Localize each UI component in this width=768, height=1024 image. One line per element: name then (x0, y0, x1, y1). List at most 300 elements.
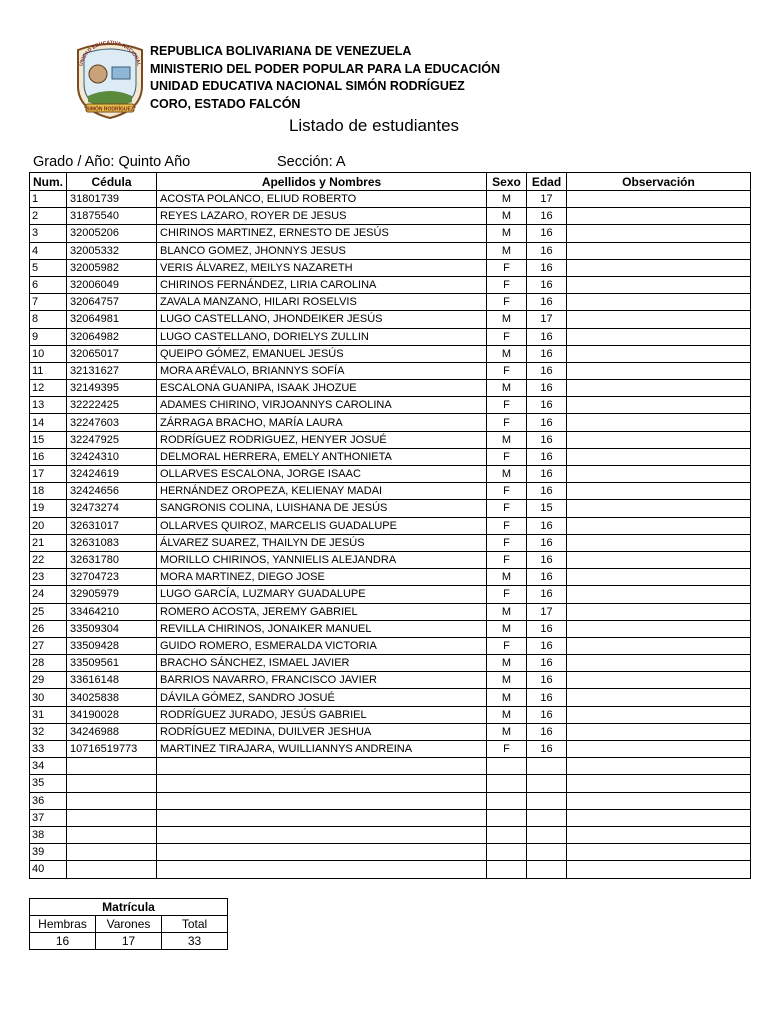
matricula-header-row (30, 916, 228, 933)
table-row (30, 483, 751, 500)
cell-cedula: 32424310 (67, 448, 157, 465)
cell-nombre: LUGO CASTELLANO, DORIELYS ZULLIN (157, 328, 487, 345)
cell-num: 28 (30, 655, 67, 672)
cell-num: 14 (30, 414, 67, 431)
cell-cedula: 32247603 (67, 414, 157, 431)
cell-nombre: GUIDO ROMERO, ESMERALDA VICTORIA (157, 637, 487, 654)
table-row (30, 723, 751, 740)
cell-nombre: LUGO GARCÍA, LUZMARY GUADALUPE (157, 586, 487, 603)
cell-observacion (567, 758, 751, 775)
table-row (30, 242, 751, 259)
cell-cedula: 32149395 (67, 380, 157, 397)
cell-num: 16 (30, 448, 67, 465)
cell-nombre: RODRÍGUEZ RODRIGUEZ, HENYER JOSUÉ (157, 431, 487, 448)
cell-nombre: ÁLVAREZ SUAREZ, THAILYN DE JESÚS (157, 534, 487, 551)
cell-num: 39 (30, 844, 67, 861)
matricula-total-label: Total (162, 916, 228, 933)
cell-cedula (67, 826, 157, 843)
cell-observacion (567, 603, 751, 620)
cell-sexo: F (487, 362, 527, 379)
cell-edad: 16 (527, 483, 567, 500)
cell-edad: 16 (527, 689, 567, 706)
cell-observacion (567, 672, 751, 689)
table-row (30, 276, 751, 293)
cell-observacion (567, 328, 751, 345)
cell-sexo: M (487, 569, 527, 586)
cell-nombre: ZAVALA MANZANO, HILARI ROSELVIS (157, 294, 487, 311)
cell-observacion (567, 191, 751, 208)
cell-edad: 16 (527, 551, 567, 568)
matricula-total-value: 33 (162, 933, 228, 950)
cell-sexo: F (487, 517, 527, 534)
cell-sexo: M (487, 431, 527, 448)
cell-cedula: 34025838 (67, 689, 157, 706)
table-row (30, 620, 751, 637)
cell-sexo: F (487, 294, 527, 311)
cell-num: 36 (30, 792, 67, 809)
cell-nombre: MORA MARTINEZ, DIEGO JOSE (157, 569, 487, 586)
cell-sexo: F (487, 500, 527, 517)
cell-observacion (567, 517, 751, 534)
cell-observacion (567, 826, 751, 843)
cell-sexo: M (487, 689, 527, 706)
table-row (30, 569, 751, 586)
table-row (30, 775, 751, 792)
matricula-caption: Matrícula (30, 899, 228, 916)
cell-cedula: 32905979 (67, 586, 157, 603)
cell-observacion (567, 431, 751, 448)
cell-num: 15 (30, 431, 67, 448)
table-row (30, 534, 751, 551)
cell-sexo: M (487, 655, 527, 672)
cell-cedula: 10716519773 (67, 741, 157, 758)
cell-cedula: 32222425 (67, 397, 157, 414)
cell-edad: 16 (527, 466, 567, 483)
cell-edad: 16 (527, 328, 567, 345)
col-header-sexo: Sexo (487, 173, 527, 191)
cell-sexo: M (487, 620, 527, 637)
cell-observacion (567, 741, 751, 758)
header-line-republic: REPUBLICA BOLIVARIANA DE VENEZUELA (150, 44, 412, 58)
cell-cedula: 32065017 (67, 345, 157, 362)
cell-sexo (487, 861, 527, 878)
cell-nombre: OLLARVES QUIROZ, MARCELIS GUADALUPE (157, 517, 487, 534)
cell-sexo: F (487, 483, 527, 500)
col-header-nombres: Apellidos y Nombres (157, 173, 487, 191)
cell-sexo: M (487, 345, 527, 362)
table-row (30, 741, 751, 758)
svg-text:"SIMÓN RODRÍGUEZ": "SIMÓN RODRÍGUEZ" (83, 106, 137, 113)
cell-observacion (567, 809, 751, 826)
cell-num: 24 (30, 586, 67, 603)
cell-observacion (567, 225, 751, 242)
cell-edad: 16 (527, 208, 567, 225)
table-header-row (30, 173, 751, 191)
cell-observacion (567, 792, 751, 809)
table-row (30, 706, 751, 723)
cell-observacion (567, 276, 751, 293)
cell-cedula: 32631780 (67, 551, 157, 568)
cell-sexo: F (487, 586, 527, 603)
cell-observacion (567, 380, 751, 397)
table-row (30, 844, 751, 861)
cell-cedula: 32064981 (67, 311, 157, 328)
cell-sexo: F (487, 637, 527, 654)
cell-cedula: 32424656 (67, 483, 157, 500)
cell-num: 6 (30, 276, 67, 293)
cell-nombre: DELMORAL HERRERA, EMELY ANTHONIETA (157, 448, 487, 465)
roster-body (30, 191, 751, 879)
cell-nombre: MARTINEZ TIRAJARA, WUILLIANNYS ANDREINA (157, 741, 487, 758)
cell-nombre: SANGRONIS COLINA, LUISHANA DE JESÚS (157, 500, 487, 517)
matricula-summary-table (29, 898, 228, 950)
cell-nombre: MORILLO CHIRINOS, YANNIELIS ALEJANDRA (157, 551, 487, 568)
cell-sexo (487, 826, 527, 843)
cell-edad: 16 (527, 431, 567, 448)
cell-nombre: DÁVILA GÓMEZ, SANDRO JOSUÉ (157, 689, 487, 706)
cell-cedula: 32006049 (67, 276, 157, 293)
cell-num: 2 (30, 208, 67, 225)
cell-edad: 16 (527, 723, 567, 740)
table-row (30, 655, 751, 672)
cell-observacion (567, 448, 751, 465)
cell-observacion (567, 861, 751, 878)
cell-cedula: 31801739 (67, 191, 157, 208)
cell-edad: 16 (527, 534, 567, 551)
matricula-values-row (30, 933, 228, 950)
cell-edad: 15 (527, 500, 567, 517)
cell-num: 33 (30, 741, 67, 758)
cell-nombre (157, 826, 487, 843)
cell-nombre (157, 844, 487, 861)
cell-num: 11 (30, 362, 67, 379)
cell-cedula: 32473274 (67, 500, 157, 517)
cell-nombre: RODRÍGUEZ MEDINA, DUILVER JESHUA (157, 723, 487, 740)
table-row (30, 792, 751, 809)
table-row (30, 380, 751, 397)
cell-nombre: ADAMES CHIRINO, VIRJOANNYS CAROLINA (157, 397, 487, 414)
table-row (30, 448, 751, 465)
cell-cedula: 32247925 (67, 431, 157, 448)
cell-cedula: 32131627 (67, 362, 157, 379)
cell-num: 27 (30, 637, 67, 654)
cell-nombre (157, 861, 487, 878)
cell-sexo (487, 792, 527, 809)
cell-cedula: 33509304 (67, 620, 157, 637)
cell-cedula: 33509561 (67, 655, 157, 672)
svg-text:UNIDAD EDUCATIVA NACIONAL: UNIDAD EDUCATIVA NACIONAL (78, 40, 142, 67)
table-row (30, 637, 751, 654)
cell-edad: 16 (527, 414, 567, 431)
cell-edad (527, 861, 567, 878)
cell-edad: 17 (527, 311, 567, 328)
cell-sexo: M (487, 242, 527, 259)
cell-observacion (567, 311, 751, 328)
cell-observacion (567, 706, 751, 723)
table-row (30, 414, 751, 431)
cell-sexo: M (487, 225, 527, 242)
cell-observacion (567, 345, 751, 362)
cell-nombre: LUGO CASTELLANO, JHONDEIKER JESÚS (157, 311, 487, 328)
cell-edad: 16 (527, 706, 567, 723)
cell-cedula (67, 844, 157, 861)
cell-cedula: 32631017 (67, 517, 157, 534)
cell-edad: 16 (527, 569, 567, 586)
cell-num: 3 (30, 225, 67, 242)
seccion-label: Sección: A (277, 154, 346, 170)
table-row (30, 809, 751, 826)
cell-nombre: ZÁRRAGA BRACHO, MARÍA LAURA (157, 414, 487, 431)
col-header-num: Num. (30, 173, 67, 191)
cell-cedula: 32064982 (67, 328, 157, 345)
cell-sexo: M (487, 706, 527, 723)
cell-observacion (567, 362, 751, 379)
grado-label: Grado / Año: Quinto Año (33, 154, 191, 170)
cell-sexo: F (487, 741, 527, 758)
cell-cedula (67, 758, 157, 775)
cell-nombre: REVILLA CHIRINOS, JONAIKER MANUEL (157, 620, 487, 637)
table-row (30, 586, 751, 603)
table-row (30, 225, 751, 242)
cell-edad: 16 (527, 517, 567, 534)
cell-edad: 16 (527, 655, 567, 672)
cell-sexo: F (487, 276, 527, 293)
cell-num: 25 (30, 603, 67, 620)
cell-num: 13 (30, 397, 67, 414)
table-row (30, 431, 751, 448)
cell-sexo: M (487, 723, 527, 740)
cell-cedula: 32005982 (67, 259, 157, 276)
page-title (0, 116, 748, 136)
cell-nombre: REYES LAZARO, ROYER DE JESUS (157, 208, 487, 225)
col-header-observacion: Observación (567, 173, 751, 191)
cell-num: 1 (30, 191, 67, 208)
cell-observacion (567, 397, 751, 414)
cell-observacion (567, 620, 751, 637)
cell-edad: 17 (527, 603, 567, 620)
table-row (30, 826, 751, 843)
table-row (30, 208, 751, 225)
cell-nombre: HERNÁNDEZ OROPEZA, KELIENAY MADAI (157, 483, 487, 500)
table-row (30, 259, 751, 276)
cell-edad: 16 (527, 397, 567, 414)
cell-num: 19 (30, 500, 67, 517)
cell-cedula: 32424619 (67, 466, 157, 483)
table-row (30, 500, 751, 517)
cell-nombre: MORA ARÉVALO, BRIANNYS SOFÍA (157, 362, 487, 379)
cell-cedula: 33509428 (67, 637, 157, 654)
page-title-text: Listado de estudiantes (288, 116, 460, 135)
cell-observacion (567, 551, 751, 568)
cell-nombre: QUEIPO GÓMEZ, EMANUEL JESÚS (157, 345, 487, 362)
cell-sexo: M (487, 191, 527, 208)
cell-observacion (567, 569, 751, 586)
cell-num: 21 (30, 534, 67, 551)
cell-observacion (567, 637, 751, 654)
cell-edad: 16 (527, 276, 567, 293)
table-row (30, 603, 751, 620)
cell-sexo: M (487, 380, 527, 397)
cell-sexo: F (487, 551, 527, 568)
cell-num: 9 (30, 328, 67, 345)
matricula-hembras-value: 16 (30, 933, 96, 950)
cell-num: 8 (30, 311, 67, 328)
cell-num: 18 (30, 483, 67, 500)
table-row (30, 758, 751, 775)
table-row (30, 466, 751, 483)
cell-num: 30 (30, 689, 67, 706)
table-row (30, 345, 751, 362)
cell-sexo: M (487, 311, 527, 328)
institution-header (150, 43, 500, 113)
cell-observacion (567, 500, 751, 517)
cell-sexo: F (487, 534, 527, 551)
cell-edad: 16 (527, 448, 567, 465)
table-row (30, 328, 751, 345)
cell-observacion (567, 655, 751, 672)
cell-observacion (567, 259, 751, 276)
cell-edad (527, 844, 567, 861)
student-roster-table (29, 172, 751, 879)
cell-cedula (67, 861, 157, 878)
cell-observacion (567, 483, 751, 500)
cell-cedula: 34190028 (67, 706, 157, 723)
cell-edad: 16 (527, 672, 567, 689)
cell-num: 34 (30, 758, 67, 775)
cell-edad (527, 775, 567, 792)
cell-sexo: M (487, 208, 527, 225)
cell-num: 40 (30, 861, 67, 878)
cell-edad: 16 (527, 242, 567, 259)
cell-edad: 16 (527, 294, 567, 311)
cell-edad (527, 809, 567, 826)
cell-num: 10 (30, 345, 67, 362)
cell-edad: 16 (527, 259, 567, 276)
cell-num: 12 (30, 380, 67, 397)
cell-edad: 16 (527, 741, 567, 758)
matricula-varones-label: Varones (96, 916, 162, 933)
cell-nombre: VERIS ÁLVAREZ, MEILYS NAZARETH (157, 259, 487, 276)
cell-edad: 16 (527, 620, 567, 637)
matricula-hembras-label: Hembras (30, 916, 96, 933)
cell-num: 17 (30, 466, 67, 483)
matricula-caption-row (30, 899, 228, 916)
cell-observacion (567, 534, 751, 551)
cell-cedula: 33464210 (67, 603, 157, 620)
table-row (30, 362, 751, 379)
table-row (30, 689, 751, 706)
cell-num: 31 (30, 706, 67, 723)
cell-edad: 17 (527, 191, 567, 208)
cell-edad: 16 (527, 225, 567, 242)
cell-edad (527, 826, 567, 843)
cell-num: 22 (30, 551, 67, 568)
header-line-ministry: MINISTERIO DEL PODER POPULAR PARA LA EDUCACIÓN (150, 61, 501, 76)
table-row (30, 397, 751, 414)
cell-nombre: BARRIOS NAVARRO, FRANCISCO JAVIER (157, 672, 487, 689)
cell-sexo (487, 758, 527, 775)
col-header-edad: Edad (527, 173, 567, 191)
cell-cedula (67, 809, 157, 826)
cell-nombre: BRACHO SÁNCHEZ, ISMAEL JAVIER (157, 655, 487, 672)
table-row (30, 517, 751, 534)
cell-nombre: OLLARVES ESCALONA, JORGE ISAAC (157, 466, 487, 483)
cell-cedula: 34246988 (67, 723, 157, 740)
cell-num: 38 (30, 826, 67, 843)
cell-num: 20 (30, 517, 67, 534)
cell-num: 23 (30, 569, 67, 586)
cell-observacion (567, 208, 751, 225)
cell-nombre: ACOSTA POLANCO, ELIUD ROBERTO (157, 191, 487, 208)
cell-edad: 16 (527, 345, 567, 362)
cell-edad: 16 (527, 362, 567, 379)
table-row (30, 311, 751, 328)
cell-nombre: ESCALONA GUANIPA, ISAAK JHOZUE (157, 380, 487, 397)
cell-num: 32 (30, 723, 67, 740)
cell-cedula: 32005332 (67, 242, 157, 259)
cell-edad: 16 (527, 586, 567, 603)
cell-nombre (157, 775, 487, 792)
cell-num: 37 (30, 809, 67, 826)
cell-edad: 16 (527, 637, 567, 654)
cell-edad (527, 792, 567, 809)
school-crest-icon (72, 40, 148, 120)
cell-nombre: BLANCO GOMEZ, JHONNYS JESUS (157, 242, 487, 259)
cell-cedula: 32704723 (67, 569, 157, 586)
cell-num: 7 (30, 294, 67, 311)
cell-num: 26 (30, 620, 67, 637)
table-row (30, 191, 751, 208)
cell-num: 29 (30, 672, 67, 689)
col-header-cedula: Cédula (67, 173, 157, 191)
cell-nombre (157, 809, 487, 826)
cell-cedula: 32005206 (67, 225, 157, 242)
matricula-varones-value: 17 (96, 933, 162, 950)
cell-sexo: F (487, 397, 527, 414)
cell-observacion (567, 414, 751, 431)
cell-observacion (567, 723, 751, 740)
cell-sexo (487, 844, 527, 861)
cell-cedula: 33616148 (67, 672, 157, 689)
cell-edad: 16 (527, 380, 567, 397)
cell-num: 5 (30, 259, 67, 276)
cell-sexo: F (487, 448, 527, 465)
cell-nombre: CHIRINOS FERNÁNDEZ, LIRIA CAROLINA (157, 276, 487, 293)
cell-sexo: M (487, 672, 527, 689)
cell-observacion (567, 775, 751, 792)
cell-cedula: 32064757 (67, 294, 157, 311)
cell-nombre (157, 792, 487, 809)
cell-observacion (567, 689, 751, 706)
cell-observacion (567, 586, 751, 603)
cell-sexo: M (487, 466, 527, 483)
header-line-location: CORO, ESTADO FALCÓN (150, 96, 301, 111)
cell-nombre (157, 758, 487, 775)
table-row (30, 551, 751, 568)
cell-num: 4 (30, 242, 67, 259)
cell-edad (527, 758, 567, 775)
cell-observacion (567, 242, 751, 259)
school-crest-logo (72, 40, 148, 120)
cell-nombre: ROMERO ACOSTA, JEREMY GABRIEL (157, 603, 487, 620)
cell-cedula (67, 775, 157, 792)
cell-num: 35 (30, 775, 67, 792)
cell-sexo: F (487, 414, 527, 431)
header-line-school: UNIDAD EDUCATIVA NACIONAL SIMÓN RODRÍGUEZ (150, 79, 465, 93)
cell-cedula (67, 792, 157, 809)
cell-nombre: CHIRINOS MARTINEZ, ERNESTO DE JESÚS (157, 225, 487, 242)
table-row (30, 672, 751, 689)
